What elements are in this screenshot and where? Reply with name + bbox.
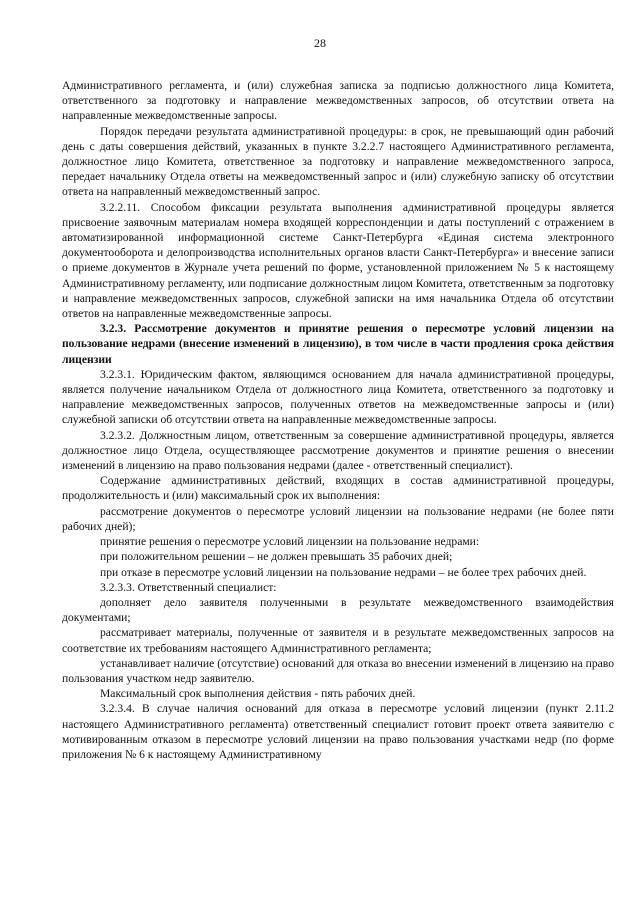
paragraph-max-term: Максимальный срок выполнения действия - пять рабочих дней. [100,687,416,701]
paragraph-3-2-3-1: 3.2.3.1. Юридическим фактом, являющимся основанием для начала административной процедуры, является получение начальником Отдела от должностного лица Комитета, ответственного за подготовку и направление межведомственных запросов, полученных ответов на межведомственные запросы и (или) служебной записки об отсутствии ответа на направленные межведомственные запросы. [62,367,614,427]
paragraph-decision-making: принятие решения о пересмотре условий лицензии на пользование недрами: [100,535,480,549]
page-number: 28 [314,36,326,50]
paragraph-supplements-file: дополняет дело заявителя полученными в результате межведомственного взаимодействия документами; [62,595,614,625]
paragraph-establishes-grounds: устанавливает наличие (отсутствие) оснований для отказа во внесении изменений в лицензию на право пользования участком недр заявителю. [62,656,614,685]
paragraph-positive-decision: при положительном решении – не должен превышать 35 рабочих дней; [100,550,453,564]
paragraph-3-2-2-11: 3.2.2.11. Способом фиксации результата выполнения административной процедуры является присвоение заявочным материалам номера входящей корреспонденции и даты поступлений с отражением в автоматизированной информационной системе Санкт-Петербурга «Единая система электронного документооборота и делопроизводства исполнительных органов власти Санкт-Петербурга» и внесение записи о приеме документов в Журнале учета решений по форме, установленной приложением № 5 к настоящему Административному регламенту, или подписание должностным лицом Комитета, ответственным за подготовку и направление межведомственных запросов, служебной записки на имя начальника Отдела об отсутствии ответов на направленные межведомственные запросы. [62,200,614,321]
paragraph-3-2-3-4: 3.2.3.4. В случае наличия оснований для отказа в пересмотре условий лицензии (пункт 2.11.2 настоящего Административного регламента) ответственный специалист готовит проект ответа заявителю с мотивированным отказом в пересмотре условий лицензии на право пользования участками недр (по форме приложения № 6 к настоящему Административному [62,702,614,761]
paragraph-transfer-procedure: Порядок передачи результата административной процедуры: в срок, не превышающий один рабочий день с даты совершения действий, указанных в пункте 3.2.2.7 настоящего Административного регламента, должностное лицо Комитета, ответственное за подготовку и направление межведомственного запроса, передает начальнику Отдела ответы на межведомственный запрос и (или) служебную записку об отсутствии ответа на направленный межведомственный запрос. [62,124,614,199]
section-heading-3-2-3: 3.2.3. Рассмотрение документов и принятие решения о пересмотре условий лицензии на пользование недрами (внесение изменений в лицензию), в том числе в части продления срока действия лицензии [62,322,614,366]
paragraph-reviews-materials: рассматривает материалы, полученные от заявителя и в результате межведомственных запросов на соответствие их требованиям настоящего Административного регламента; [62,626,614,655]
paragraph-3-2-3-3: 3.2.3.3. Ответственный специалист: [100,580,277,594]
document-body [62,78,614,762]
paragraph-actions-content: Содержание административных действий, входящих в состав административной процедуры, продолжительность и (или) максимальный срок их выполнения: [62,474,614,503]
paragraph-continuation: Административного регламента, и (или) служебная записка за подписью должностного лица Комитета, ответственного за подготовку и направление межведомственных запросов, об отсутствии ответа на направленные межведомственные запросы. [62,79,614,123]
paragraph-refusal-decision: при отказе в пересмотре условий лицензии на пользование недрами – не более трех рабочих дней. [100,565,587,579]
paragraph-3-2-3-2: 3.2.3.2. Должностным лицом, ответственным за совершение административной процедуры, является должностное лицо Отдела, осуществляющее рассмотрение документов и принятие решения о внесении изменений в лицензию на право пользования недрами (далее - ответственный специалист). [62,428,614,473]
paragraph-review-documents: рассмотрение документов о пересмотре условий лицензии на пользование недрами (не более пяти рабочих дней); [62,504,614,533]
